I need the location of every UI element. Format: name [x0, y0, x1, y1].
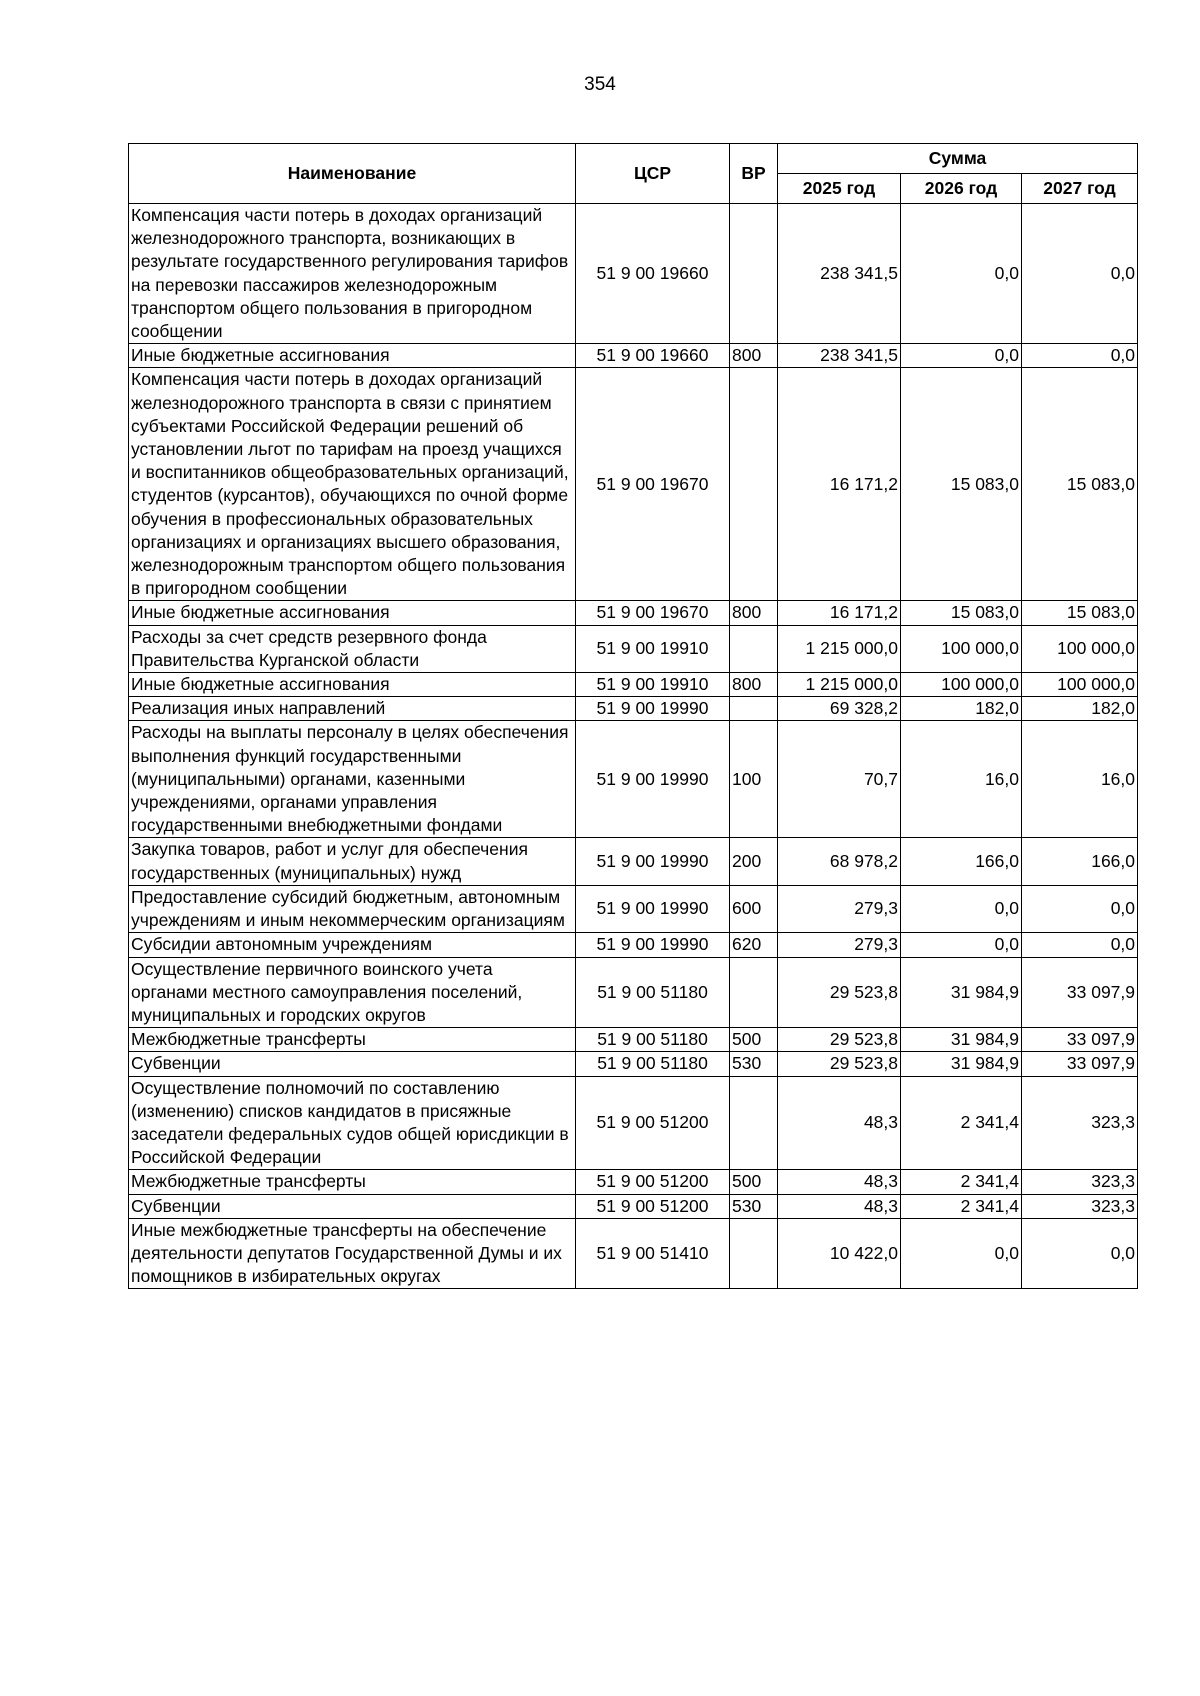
row-amount-2025: 16 171,2	[778, 368, 901, 601]
header-vr: ВР	[730, 144, 778, 204]
row-amount-2026: 0,0	[901, 885, 1022, 932]
table-row	[129, 673, 1138, 697]
row-amount-2027: 0,0	[1022, 885, 1138, 932]
row-vr: 800	[730, 601, 778, 625]
header-year-2026: 2026 год	[901, 174, 1022, 204]
header-year-2027: 2027 год	[1022, 174, 1138, 204]
table-row	[129, 625, 1138, 672]
row-csr: 51 9 00 19990	[576, 697, 730, 721]
row-amount-2025: 279,3	[778, 885, 901, 932]
row-amount-2027: 100 000,0	[1022, 625, 1138, 672]
row-csr: 51 9 00 19670	[576, 601, 730, 625]
row-amount-2027: 323,3	[1022, 1194, 1138, 1218]
row-name: Иные бюджетные ассигнования	[129, 344, 576, 368]
page-number: 354	[584, 74, 616, 95]
row-vr	[730, 625, 778, 672]
row-amount-2027: 15 083,0	[1022, 601, 1138, 625]
row-name: Иные бюджетные ассигнования	[129, 601, 576, 625]
row-amount-2025: 238 341,5	[778, 204, 901, 344]
row-vr: 500	[730, 1170, 778, 1194]
row-amount-2025: 238 341,5	[778, 344, 901, 368]
row-amount-2027: 33 097,9	[1022, 1028, 1138, 1052]
table-row	[129, 721, 1138, 838]
row-amount-2026: 100 000,0	[901, 625, 1022, 672]
table-row	[129, 697, 1138, 721]
row-csr: 51 9 00 51200	[576, 1170, 730, 1194]
row-amount-2025: 68 978,2	[778, 838, 901, 885]
row-name: Иные бюджетные ассигнования	[129, 673, 576, 697]
row-amount-2025: 69 328,2	[778, 697, 901, 721]
row-amount-2027: 33 097,9	[1022, 1052, 1138, 1076]
row-amount-2025: 48,3	[778, 1170, 901, 1194]
row-name: Осуществление полномочий по составлению (изменению) списков кандидатов в присяжные заседатели федеральных судов общей юрисдикции в Российской Федерации	[129, 1076, 576, 1170]
row-csr: 51 9 00 51180	[576, 1052, 730, 1076]
row-name: Предоставление субсидий бюджетным, автономным учреждениям и иным некоммерческим организациям	[129, 885, 576, 932]
row-amount-2025: 10 422,0	[778, 1218, 901, 1289]
row-csr: 51 9 00 19990	[576, 838, 730, 885]
row-vr	[730, 697, 778, 721]
row-name: Субвенции	[129, 1194, 576, 1218]
row-name: Осуществление первичного воинского учета органами местного самоуправления поселений, муниципальных и городских округов	[129, 957, 576, 1028]
row-csr: 51 9 00 19990	[576, 933, 730, 957]
row-amount-2026: 0,0	[901, 344, 1022, 368]
row-vr	[730, 204, 778, 344]
table-row	[129, 1028, 1138, 1052]
row-vr	[730, 957, 778, 1028]
row-amount-2026: 100 000,0	[901, 673, 1022, 697]
header-name: Наименование	[129, 144, 576, 204]
row-amount-2027: 0,0	[1022, 933, 1138, 957]
row-vr	[730, 1218, 778, 1289]
row-amount-2027: 323,3	[1022, 1170, 1138, 1194]
row-csr: 51 9 00 19990	[576, 721, 730, 838]
row-name: Компенсация части потерь в доходах организаций железнодорожного транспорта в связи с принятием субъектами Российской Федерации решений об установлении льгот по тарифам на проезд учащихся и воспитанников общеобразовательных организаций, студентов (курсантов), обучающихся по очной форме обучения в профессиональных образовательных организациях и организациях высшего образования, железнодорожным транспортом общего пользования в пригородном сообщении	[129, 368, 576, 601]
row-amount-2026: 31 984,9	[901, 957, 1022, 1028]
row-amount-2027: 323,3	[1022, 1076, 1138, 1170]
row-amount-2027: 0,0	[1022, 1218, 1138, 1289]
table-row	[129, 601, 1138, 625]
header-sum: Сумма	[778, 144, 1138, 174]
row-name: Межбюджетные трансферты	[129, 1170, 576, 1194]
row-csr: 51 9 00 19660	[576, 344, 730, 368]
row-amount-2026: 31 984,9	[901, 1052, 1022, 1076]
table-row	[129, 1052, 1138, 1076]
row-vr: 500	[730, 1028, 778, 1052]
row-amount-2026: 0,0	[901, 1218, 1022, 1289]
row-vr: 800	[730, 344, 778, 368]
row-name: Межбюджетные трансферты	[129, 1028, 576, 1052]
row-vr: 600	[730, 885, 778, 932]
row-vr: 530	[730, 1194, 778, 1218]
row-csr: 51 9 00 51200	[576, 1194, 730, 1218]
row-csr: 51 9 00 19670	[576, 368, 730, 601]
table-row	[129, 885, 1138, 932]
row-vr: 800	[730, 673, 778, 697]
row-name: Компенсация части потерь в доходах организаций железнодорожного транспорта, возникающих в результате государственного регулирования тарифов на перевозки пассажиров железнодорожным транспортом общего пользования в пригородном сообщении	[129, 204, 576, 344]
row-amount-2025: 16 171,2	[778, 601, 901, 625]
row-name: Реализация иных направлений	[129, 697, 576, 721]
row-csr: 51 9 00 51200	[576, 1076, 730, 1170]
row-amount-2025: 29 523,8	[778, 957, 901, 1028]
row-amount-2026: 0,0	[901, 204, 1022, 344]
row-vr: 100	[730, 721, 778, 838]
row-name: Закупка товаров, работ и услуг для обеспечения государственных (муниципальных) нужд	[129, 838, 576, 885]
header-csr: ЦСР	[576, 144, 730, 204]
row-amount-2025: 48,3	[778, 1194, 901, 1218]
row-name: Субвенции	[129, 1052, 576, 1076]
row-vr: 530	[730, 1052, 778, 1076]
row-name: Расходы на выплаты персоналу в целях обеспечения выполнения функций государственными (муниципальными) органами, казенными учреждениями, органами управления государственными внебюджетными фондами	[129, 721, 576, 838]
row-vr: 620	[730, 933, 778, 957]
row-amount-2025: 1 215 000,0	[778, 673, 901, 697]
row-amount-2026: 15 083,0	[901, 368, 1022, 601]
header-year-2025: 2025 год	[778, 174, 901, 204]
row-csr: 51 9 00 51410	[576, 1218, 730, 1289]
row-amount-2026: 15 083,0	[901, 601, 1022, 625]
row-amount-2025: 1 215 000,0	[778, 625, 901, 672]
row-vr	[730, 368, 778, 601]
table-header	[129, 144, 1138, 204]
table-body	[129, 204, 1138, 1289]
table-row	[129, 957, 1138, 1028]
row-csr: 51 9 00 51180	[576, 1028, 730, 1052]
table-row	[129, 838, 1138, 885]
row-vr	[730, 1076, 778, 1170]
row-vr: 200	[730, 838, 778, 885]
row-csr: 51 9 00 19990	[576, 885, 730, 932]
row-amount-2025: 29 523,8	[778, 1028, 901, 1052]
row-csr: 51 9 00 19910	[576, 625, 730, 672]
row-amount-2027: 166,0	[1022, 838, 1138, 885]
table-row	[129, 368, 1138, 601]
row-amount-2026: 16,0	[901, 721, 1022, 838]
row-name: Иные межбюджетные трансферты на обеспечение деятельности депутатов Государственной Думы и их помощников в избирательных округах	[129, 1218, 576, 1289]
budget-table	[128, 143, 1138, 1289]
table-row	[129, 1218, 1138, 1289]
row-name: Расходы за счет средств резервного фонда Правительства Курганской области	[129, 625, 576, 672]
row-amount-2026: 166,0	[901, 838, 1022, 885]
row-amount-2026: 2 341,4	[901, 1076, 1022, 1170]
row-amount-2025: 48,3	[778, 1076, 901, 1170]
row-name: Субсидии автономным учреждениям	[129, 933, 576, 957]
table-row	[129, 1170, 1138, 1194]
row-csr: 51 9 00 51180	[576, 957, 730, 1028]
table-row	[129, 204, 1138, 344]
table-row	[129, 1076, 1138, 1170]
row-amount-2025: 29 523,8	[778, 1052, 901, 1076]
row-amount-2026: 2 341,4	[901, 1194, 1022, 1218]
row-amount-2027: 16,0	[1022, 721, 1138, 838]
row-amount-2027: 15 083,0	[1022, 368, 1138, 601]
row-amount-2026: 0,0	[901, 933, 1022, 957]
row-amount-2026: 2 341,4	[901, 1170, 1022, 1194]
row-csr: 51 9 00 19910	[576, 673, 730, 697]
row-amount-2025: 279,3	[778, 933, 901, 957]
row-amount-2027: 100 000,0	[1022, 673, 1138, 697]
row-amount-2027: 0,0	[1022, 204, 1138, 344]
row-amount-2027: 33 097,9	[1022, 957, 1138, 1028]
row-amount-2027: 182,0	[1022, 697, 1138, 721]
row-csr: 51 9 00 19660	[576, 204, 730, 344]
table-row	[129, 933, 1138, 957]
table-row	[129, 344, 1138, 368]
row-amount-2027: 0,0	[1022, 344, 1138, 368]
row-amount-2026: 31 984,9	[901, 1028, 1022, 1052]
table-row	[129, 1194, 1138, 1218]
row-amount-2025: 70,7	[778, 721, 901, 838]
row-amount-2026: 182,0	[901, 697, 1022, 721]
